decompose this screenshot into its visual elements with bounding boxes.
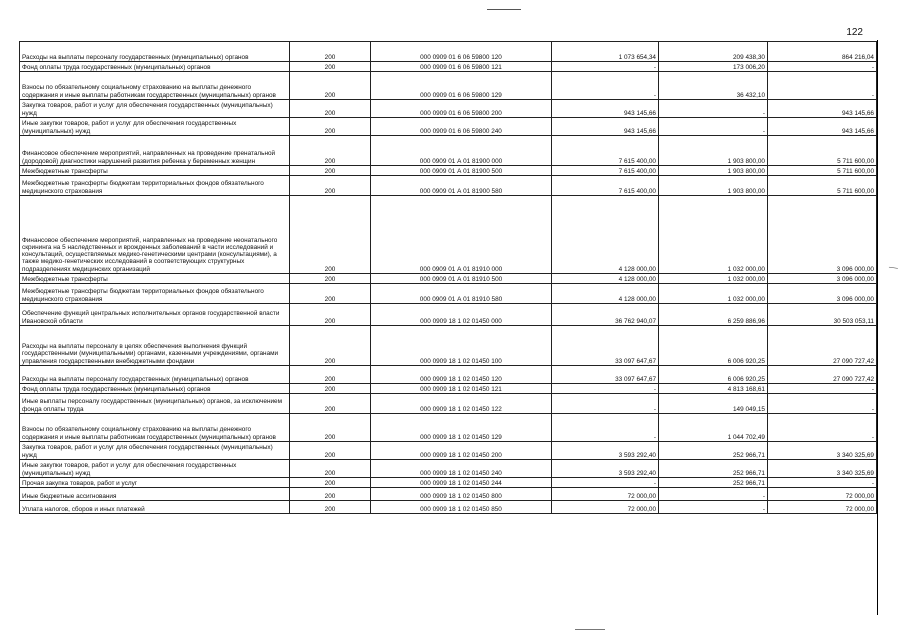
row-unexecuted-cell: 27 090 727,42 — [768, 366, 877, 384]
row-code-cell: 200 — [290, 384, 371, 394]
row-kbk-cell: 000 0909 18 1 02 01450 244 — [371, 478, 552, 488]
row-name-cell: Закупка товаров, работ и услуг для обеспечения государственных (муниципальных) нужд — [20, 100, 290, 118]
row-executed-cell: - — [659, 501, 768, 514]
row-unexecuted-cell: 72 000,00 — [768, 501, 877, 514]
row-unexecuted-cell: - — [768, 394, 877, 414]
row-executed-cell: - — [659, 488, 768, 501]
row-name-cell: Финансовое обеспечение мероприятий, направленных на проведение пренатальной (дородовой) диагностики нарушений развития ребенка у беременных женщин — [20, 136, 290, 166]
row-code-cell: 200 — [290, 72, 371, 100]
row-kbk-cell: 000 0909 18 1 02 01450 122 — [371, 394, 552, 414]
row-kbk-cell: 000 0909 18 1 02 01450 200 — [371, 442, 552, 460]
table-body — [20, 42, 877, 514]
row-kbk-cell: 000 0909 01 А 01 81900 580 — [371, 176, 552, 196]
row-code-cell: 200 — [290, 166, 371, 176]
row-approved-cell: 3 593 292,40 — [552, 460, 659, 478]
table-row — [20, 100, 877, 118]
row-executed-cell: 6 006 920,25 — [659, 366, 768, 384]
table-row — [20, 196, 877, 274]
row-executed-cell: 1 903 800,00 — [659, 166, 768, 176]
row-kbk-cell: 000 0909 01 6 06 59800 121 — [371, 62, 552, 72]
top-scan-mark — [487, 9, 521, 10]
row-code-cell: 200 — [290, 414, 371, 442]
table-row — [20, 166, 877, 176]
row-code-cell: 200 — [290, 442, 371, 460]
row-code-cell: 200 — [290, 284, 371, 304]
budget-execution-table — [19, 41, 877, 514]
row-name-cell: Иные бюджетные ассигнования — [20, 488, 290, 501]
row-name-cell: Обеспечение функций центральных исполнительных органов государственной власти Ивановской области — [20, 304, 290, 326]
row-approved-cell: 3 593 292,40 — [552, 442, 659, 460]
row-approved-cell: 72 000,00 — [552, 501, 659, 514]
row-approved-cell: 36 762 940,07 — [552, 304, 659, 326]
table-row — [20, 366, 877, 384]
row-executed-cell: 1 032 000,00 — [659, 274, 768, 284]
row-unexecuted-cell: 3 340 325,69 — [768, 460, 877, 478]
row-approved-cell: 7 615 400,00 — [552, 166, 659, 176]
table-row — [20, 118, 877, 136]
row-unexecuted-cell: 30 503 053,11 — [768, 304, 877, 326]
row-kbk-cell: 000 0909 18 1 02 01450 800 — [371, 488, 552, 501]
row-kbk-cell: 000 0909 01 А 01 81900 000 — [371, 136, 552, 166]
row-approved-cell: 72 000,00 — [552, 488, 659, 501]
row-approved-cell: 33 097 647,67 — [552, 326, 659, 366]
row-code-cell: 200 — [290, 118, 371, 136]
row-kbk-cell: 000 0909 01 А 01 81900 500 — [371, 166, 552, 176]
row-unexecuted-cell: - — [768, 384, 877, 394]
row-unexecuted-cell: 27 090 727,42 — [768, 326, 877, 366]
row-executed-cell: 252 966,71 — [659, 478, 768, 488]
row-executed-cell: - — [659, 100, 768, 118]
row-unexecuted-cell: - — [768, 414, 877, 442]
row-executed-cell: 1 903 800,00 — [659, 176, 768, 196]
row-name-cell: Фонд оплаты труда государственных (муниципальных) органов — [20, 62, 290, 72]
row-kbk-cell: 000 0909 18 1 02 01450 120 — [371, 366, 552, 384]
row-unexecuted-cell: 3 096 000,00 — [768, 284, 877, 304]
row-name-cell: Иные закупки товаров, работ и услуг для обеспечения государственных (муниципальных) нужд — [20, 118, 290, 136]
row-code-cell: 200 — [290, 62, 371, 72]
table-row — [20, 478, 877, 488]
row-unexecuted-cell: 3 340 325,69 — [768, 442, 877, 460]
row-executed-cell: 6 006 920,25 — [659, 326, 768, 366]
row-unexecuted-cell: 5 711 600,00 — [768, 176, 877, 196]
row-executed-cell: 4 813 168,61 — [659, 384, 768, 394]
row-executed-cell: 36 432,10 — [659, 72, 768, 100]
row-name-cell: Прочая закупка товаров, работ и услуг — [20, 478, 290, 488]
row-name-cell: Межбюджетные трансферты — [20, 274, 290, 284]
row-approved-cell: - — [552, 478, 659, 488]
row-approved-cell: 4 128 000,00 — [552, 196, 659, 274]
row-name-cell: Финансовое обеспечение мероприятий, направленных на проведение неонатального скрининга на 5 наследственных и врожденных заболеваний в части исследований и консультаций, осуществляемых медико-генетическими центрами (консультациями), а также медико-генетических исследований в соответствующих структурных подразделениях медицинских организаций — [20, 196, 290, 274]
row-kbk-cell: 000 0909 18 1 02 01450 000 — [371, 304, 552, 326]
table-row — [20, 326, 877, 366]
row-code-cell: 200 — [290, 100, 371, 118]
row-code-cell: 200 — [290, 42, 371, 62]
row-unexecuted-cell: 3 096 000,00 — [768, 274, 877, 284]
row-unexecuted-cell: 864 216,04 — [768, 42, 877, 62]
table-row — [20, 176, 877, 196]
row-unexecuted-cell: 5 711 600,00 — [768, 136, 877, 166]
table-row — [20, 394, 877, 414]
row-executed-cell: 252 966,71 — [659, 460, 768, 478]
row-kbk-cell: 000 0909 01 6 06 59800 200 — [371, 100, 552, 118]
row-kbk-cell: 000 0909 18 1 02 01450 850 — [371, 501, 552, 514]
row-unexecuted-cell: 72 000,00 — [768, 488, 877, 501]
row-executed-cell: 173 006,20 — [659, 62, 768, 72]
row-code-cell: 200 — [290, 196, 371, 274]
table-row — [20, 304, 877, 326]
row-kbk-cell: 000 0909 18 1 02 01450 240 — [371, 460, 552, 478]
row-unexecuted-cell: 5 711 600,00 — [768, 166, 877, 176]
table-row — [20, 62, 877, 72]
page-number: 122 — [846, 27, 863, 38]
table-row — [20, 501, 877, 514]
row-approved-cell: - — [552, 72, 659, 100]
row-executed-cell: 6 259 886,96 — [659, 304, 768, 326]
row-name-cell: Иные закупки товаров, работ и услуг для обеспечения государственных (муниципальных) нужд — [20, 460, 290, 478]
row-code-cell: 200 — [290, 136, 371, 166]
row-approved-cell: 943 145,66 — [552, 118, 659, 136]
row-code-cell: 200 — [290, 176, 371, 196]
table-row — [20, 136, 877, 166]
row-name-cell: Уплата налогов, сборов и иных платежей — [20, 501, 290, 514]
table-row — [20, 72, 877, 100]
row-kbk-cell: 000 0909 01 А 01 81910 580 — [371, 284, 552, 304]
row-code-cell: 200 — [290, 274, 371, 284]
bottom-scan-mark — [575, 629, 605, 630]
row-code-cell: 200 — [290, 460, 371, 478]
row-executed-cell: 149 049,15 — [659, 394, 768, 414]
scan-edge-line — [877, 40, 878, 615]
row-approved-cell: 4 128 000,00 — [552, 274, 659, 284]
row-kbk-cell: 000 0909 18 1 02 01450 121 — [371, 384, 552, 394]
row-approved-cell: - — [552, 394, 659, 414]
row-executed-cell: - — [659, 118, 768, 136]
row-name-cell: Взносы по обязательному социальному страхованию на выплаты денежного содержания и иные выплаты работникам государственных (муниципальных) органов — [20, 72, 290, 100]
table-row — [20, 460, 877, 478]
row-executed-cell: 1 044 702,49 — [659, 414, 768, 442]
row-code-cell: 200 — [290, 394, 371, 414]
binder-hole-mark: — — [888, 261, 899, 273]
row-executed-cell: 1 032 000,00 — [659, 284, 768, 304]
row-code-cell: 200 — [290, 501, 371, 514]
row-approved-cell: 1 073 654,34 — [552, 42, 659, 62]
row-unexecuted-cell: 943 145,66 — [768, 118, 877, 136]
row-approved-cell: - — [552, 384, 659, 394]
row-code-cell: 200 — [290, 366, 371, 384]
row-approved-cell: 33 097 647,67 — [552, 366, 659, 384]
table-row — [20, 384, 877, 394]
row-approved-cell: 4 128 000,00 — [552, 284, 659, 304]
row-name-cell: Межбюджетные трансферты бюджетам территориальных фондов обязательного медицинского страхования — [20, 176, 290, 196]
row-approved-cell: 943 145,66 — [552, 100, 659, 118]
row-approved-cell: - — [552, 414, 659, 442]
row-name-cell: Фонд оплаты труда государственных (муниципальных) органов — [20, 384, 290, 394]
row-kbk-cell: 000 0909 01 6 06 59800 129 — [371, 72, 552, 100]
row-unexecuted-cell: 3 096 000,00 — [768, 196, 877, 274]
row-name-cell: Расходы на выплаты персоналу государственных (муниципальных) органов — [20, 366, 290, 384]
row-kbk-cell: 000 0909 01 6 06 59800 240 — [371, 118, 552, 136]
table-row — [20, 414, 877, 442]
row-name-cell: Взносы по обязательному социальному страхованию на выплаты денежного содержания и иные выплаты работникам государственных (муниципальных) органов — [20, 414, 290, 442]
row-approved-cell: - — [552, 62, 659, 72]
row-kbk-cell: 000 0909 18 1 02 01450 129 — [371, 414, 552, 442]
row-kbk-cell: 000 0909 01 6 06 59800 120 — [371, 42, 552, 62]
row-kbk-cell: 000 0909 01 А 01 81910 500 — [371, 274, 552, 284]
row-executed-cell: 209 438,30 — [659, 42, 768, 62]
table-row — [20, 488, 877, 501]
row-approved-cell: 7 615 400,00 — [552, 176, 659, 196]
row-code-cell: 200 — [290, 488, 371, 501]
row-name-cell: Межбюджетные трансферты бюджетам территориальных фондов обязательного медицинского страхования — [20, 284, 290, 304]
row-approved-cell: 7 615 400,00 — [552, 136, 659, 166]
row-code-cell: 200 — [290, 478, 371, 488]
row-code-cell: 200 — [290, 326, 371, 366]
row-name-cell: Иные выплаты персоналу государственных (муниципальных) органов, за исключением фонда оплаты труда — [20, 394, 290, 414]
row-code-cell: 200 — [290, 304, 371, 326]
row-unexecuted-cell: 943 145,66 — [768, 100, 877, 118]
row-unexecuted-cell: - — [768, 72, 877, 100]
row-executed-cell: 252 966,71 — [659, 442, 768, 460]
row-unexecuted-cell: - — [768, 478, 877, 488]
row-executed-cell: 1 903 800,00 — [659, 136, 768, 166]
row-kbk-cell: 000 0909 01 А 01 81910 000 — [371, 196, 552, 274]
table-row — [20, 284, 877, 304]
row-executed-cell: 1 032 000,00 — [659, 196, 768, 274]
row-name-cell: Межбюджетные трансферты — [20, 166, 290, 176]
row-name-cell: Закупка товаров, работ и услуг для обеспечения государственных (муниципальных) нужд — [20, 442, 290, 460]
row-name-cell: Расходы на выплаты персоналу в целях обеспечения выполнения функций государственными (муниципальными) органами, казенными учреждениями, органами управления государственными внебюджетными фондами — [20, 326, 290, 366]
row-unexecuted-cell: - — [768, 62, 877, 72]
row-kbk-cell: 000 0909 18 1 02 01450 100 — [371, 326, 552, 366]
table-row — [20, 274, 877, 284]
table-row — [20, 42, 877, 62]
table-row — [20, 442, 877, 460]
row-name-cell: Расходы на выплаты персоналу государственных (муниципальных) органов — [20, 42, 290, 62]
